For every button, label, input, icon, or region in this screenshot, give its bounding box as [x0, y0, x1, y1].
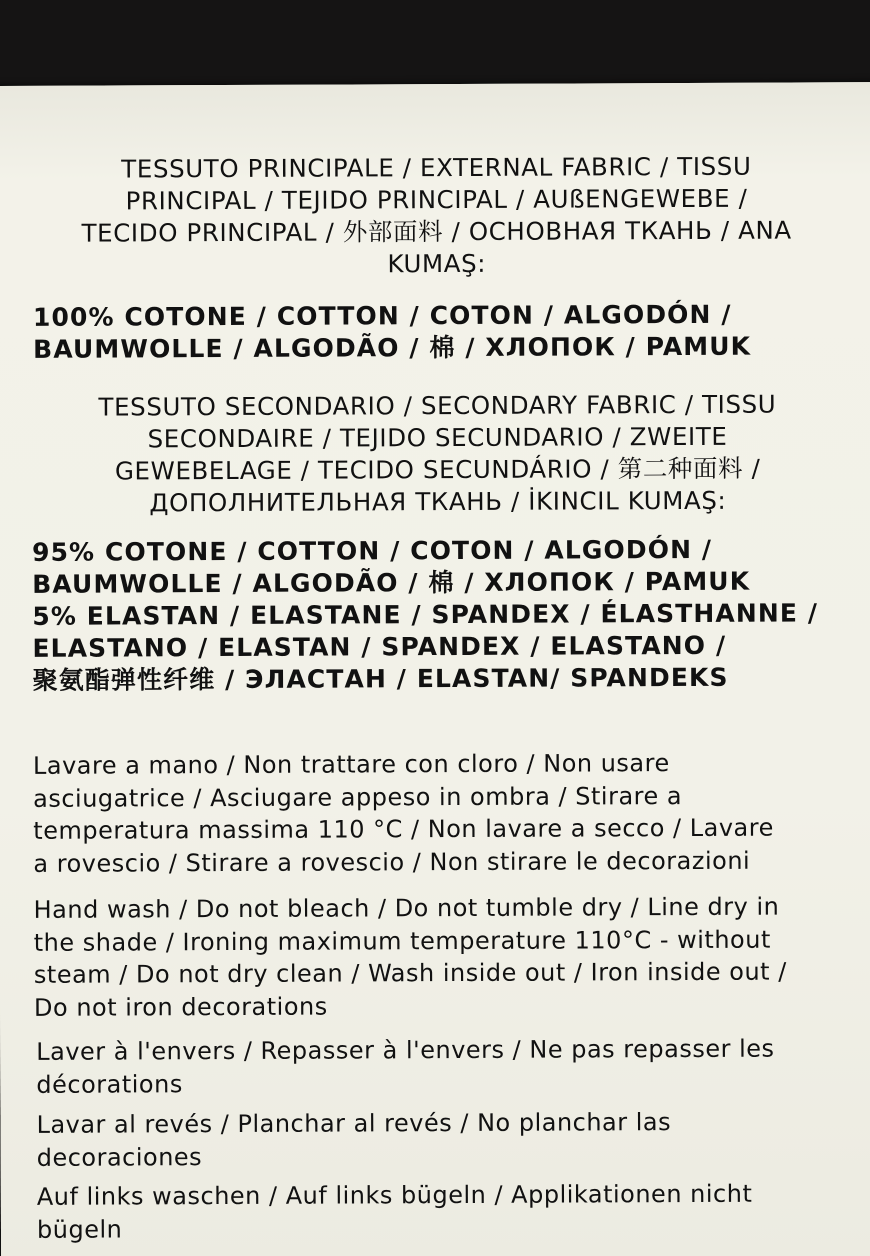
secondary-fabric-heading: [0, 388, 870, 520]
text-line: 5% ELASTAN / ELASTANE / SPANDEX / ÉLASTHANNE /: [32, 598, 819, 631]
text-line: Hand wash / Do not bleach / Do not tumble dry / Line dry in: [33, 892, 780, 924]
care-instructions-english: [34, 891, 787, 1024]
main-composition: [33, 299, 751, 366]
text-line: a rovescio / Stirare a rovescio / Non stirare le decorazioni: [33, 846, 751, 878]
care-instructions-italian: [33, 747, 774, 880]
text-line: 100% COTONE / COTTON / COTON / ALGODÓN /: [32, 299, 732, 332]
text-line: TESSUTO PRINCIPALE / EXTERNAL FABRIC / TISSU: [121, 151, 752, 184]
text-line: decoraciones: [36, 1142, 203, 1172]
text-line: GEWEBELAGE / TECIDO SECUNDÁRIO / 第二种面料 /: [114, 453, 761, 486]
text-line: temperatura massima 110 °C / Non lavare a secco / Lavare: [33, 813, 774, 845]
garment-care-label: [0, 82, 870, 1256]
text-line: Lavar al revés / Planchar al revés / No planchar las: [36, 1108, 672, 1139]
text-line: Lavare a mano / Non trattare con cloro / Non usare: [32, 749, 670, 780]
text-line: BAUMWOLLE / ALGODÃO / 棉 / ХЛОПОК / PAMUK: [32, 566, 751, 599]
text-line: BAUMWOLLE / ALGODÃO / 棉 / ХЛОПОК / PAMUK: [33, 331, 752, 364]
text-line: Auf links waschen / Auf links bügeln / Applikationen nicht: [36, 1179, 753, 1211]
text-line: KUMAŞ:: [387, 248, 487, 279]
text-line: 聚氨酯弹性纤维 / ЭЛАСТАН / ELASTAN/ SPANDEKS: [32, 662, 729, 695]
text-line: décorations: [36, 1069, 183, 1099]
text-line: Do not iron decorations: [33, 992, 328, 1022]
care-instructions-spanish: [36, 1106, 671, 1174]
care-instructions-german: [37, 1178, 753, 1246]
text-line: ELASTANO / ELASTAN / SPANDEX / ELASTANO /: [32, 630, 727, 663]
text-line: bügeln: [36, 1214, 123, 1244]
text-line: ДОПОЛНИТЕЛЬНАЯ ТКАНЬ / İKINCIL KUMAŞ:: [149, 485, 727, 518]
text-line: TESSUTO SECONDARIO / SECONDARY FABRIC / TISSU: [98, 389, 777, 422]
text-line: TECIDO PRINCIPAL / 外部面料 / ОСНОВНАЯ ТКАНЬ / ANA: [81, 215, 792, 248]
main-fabric-heading: [0, 150, 870, 282]
secondary-composition: [32, 533, 818, 696]
text-line: asciugatrice / Asciugare appeso in ombra / Stirare a: [33, 781, 683, 813]
text-line: the shade / Ironing maximum temperature 110°C - without: [33, 925, 771, 957]
text-line: 95% COTONE / COTTON / COTON / ALGODÓN /: [31, 534, 713, 567]
text-line: PRINCIPAL / TEJIDO PRINCIPAL / AUßENGEWEBE /: [125, 183, 748, 216]
text-line: SECONDAIRE / TEJIDO SECUNDARIO / ZWEITE: [147, 421, 728, 454]
care-instructions-french: [36, 1033, 775, 1101]
text-line: steam / Do not dry clean / Wash inside out / Iron inside out /: [33, 957, 787, 989]
text-line: Laver à l'envers / Repasser à l'envers / Ne pas repasser les: [36, 1034, 775, 1066]
